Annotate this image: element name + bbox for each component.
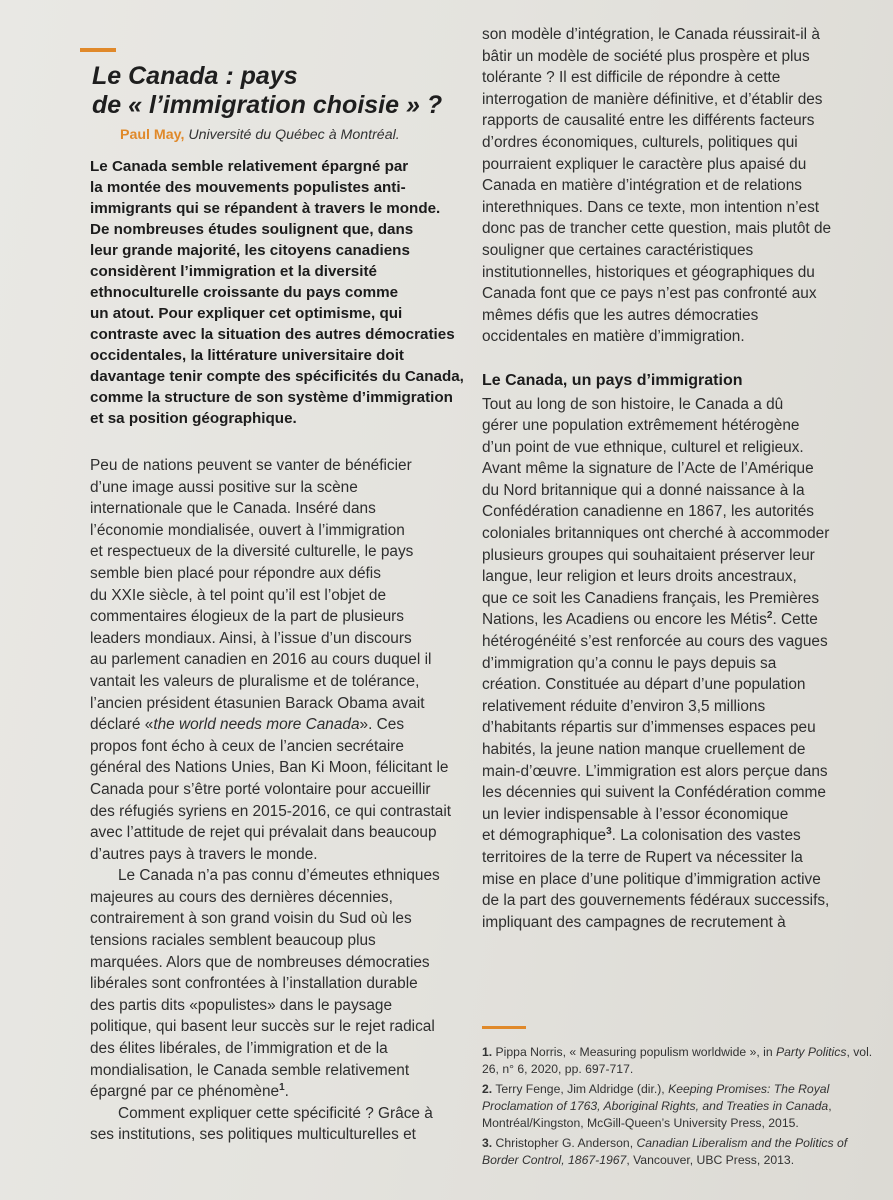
text-line: Confédération canadienne en 1867, les autorités — [482, 503, 814, 521]
text-line: Canada pour s’être porté volontaire pour accueillir — [90, 780, 431, 798]
footnotes — [482, 1044, 882, 1172]
text-line: au parlement canadien en 2016 au cours duquel il — [90, 651, 432, 669]
paragraph-2 — [90, 865, 460, 1103]
text-line: ses institutions, ses politiques multiculturelles et — [90, 1126, 416, 1144]
lead-line: Le Canada semble relativement épargné par — [90, 158, 409, 175]
text-line: des réfugiés syriens en 2015-2016, ce qui contrastait — [90, 802, 452, 820]
body-text-left — [90, 455, 460, 1146]
text-line: main-d’œuvre. L’immigration est alors perçue dans — [482, 762, 828, 780]
text-line: et respectueux de la diversité culturelle, le pays — [90, 543, 414, 561]
byline — [120, 126, 460, 144]
text-line: institutionnelles, historiques et géographiques du — [482, 263, 815, 281]
lead-line: leur grande majorité, les citoyens canadiens — [90, 242, 410, 259]
text-line: d’autres pays à travers le monde. — [90, 845, 318, 863]
section-heading: Le Canada, un pays d’immigration — [482, 371, 743, 389]
text-line: langue, leur religion et leurs droits ancestraux, — [482, 568, 797, 586]
text-line: d’un point de vue ethnique, culturel et religieux. — [482, 438, 804, 456]
paragraph-continued — [482, 24, 882, 348]
text-line: les décennies qui suivent la Confédération comme — [482, 784, 826, 802]
text-line: Canada en matière d’intégration et de relations — [482, 177, 802, 195]
lead-paragraph — [90, 156, 464, 429]
text-line: général des Nations Unies, Ban Ki Moon, félicitant le — [90, 759, 449, 777]
lead-line: occidentales, la littérature universitaire doit — [90, 347, 404, 364]
lead-line: ethnoculturelle croissante du pays comme — [90, 284, 399, 301]
text-line — [482, 609, 882, 631]
lead-line: De nombreuses études soulignent que, dans — [90, 221, 414, 238]
footnote-ref-3[interactable]: 3 — [606, 826, 612, 838]
text-line: l’économie mondialisée, ouvert à l’immigration — [90, 521, 405, 539]
lead-line: davantage tenir compte des spécificités du Canada, — [90, 368, 464, 385]
article-title — [92, 62, 460, 120]
text-line: d’une image aussi positive sur la scène — [90, 478, 358, 496]
text-line: marquées. Alors que de nombreuses démocraties — [90, 953, 430, 971]
lead-line: la montée des mouvements populistes anti- — [90, 179, 406, 196]
footnote-ref-1[interactable]: 1 — [279, 1082, 285, 1094]
text-line: d’habitants répartis sur d’immenses espaces peu — [482, 719, 816, 737]
text-line: pourraient expliquer le caractère plus apaisé du — [482, 155, 807, 173]
author-affiliation: Université du Québec à Montréal. — [184, 127, 400, 143]
text-line: gérer une population extrêmement hétérogène — [482, 417, 800, 435]
right-column — [482, 24, 882, 933]
text-line: propos font écho à ceux de l’ancien secrétaire — [90, 737, 404, 755]
footnote-title: Keeping Promises: The Royal Proclamation of 1763, Aboriginal Rights, and Treaties in Canada — [482, 1082, 830, 1113]
footnote-3 — [482, 1135, 882, 1169]
text-line: donc pas de trancher cette question, mais plutôt de — [482, 220, 832, 238]
body-text-right — [482, 24, 882, 933]
text-line: Avant même la signature de l’Acte de l’Amérique — [482, 460, 814, 478]
paragraph-1 — [90, 455, 460, 865]
text-line: des partis dits «populistes» dans le paysage — [90, 996, 393, 1014]
text-fragment: . — [284, 1083, 289, 1101]
lead-line: et sa position géographique. — [90, 410, 297, 427]
text-fragment: épargné par ce phénomène — [90, 1083, 280, 1101]
text-fragment: et démographique — [482, 827, 607, 845]
footnote-title: Party Politics — [776, 1045, 847, 1059]
text-line: majeures au cours des dernières décennies, — [90, 888, 393, 906]
text-line: internationale que le Canada. Inséré dans — [90, 500, 376, 518]
text-line: son modèle d’intégration, le Canada réussirait-il à — [482, 26, 820, 43]
text-line: l’ancien président étasunien Barack Obama avait — [90, 694, 425, 712]
footnote-text: Terry Fenge, Jim Aldridge (dir.), — [492, 1082, 669, 1096]
text-line: impliquant des campagnes de recrutement à — [482, 913, 786, 931]
text-line: Tout au long de son histoire, le Canada a dû — [482, 395, 784, 413]
footnote-text: , Vancouver, UBC Press, 2013. — [626, 1153, 795, 1167]
lead-line: un atout. Pour expliquer cet optimisme, qui — [90, 305, 403, 322]
text-line: d’ordres économiques, culturels, politiques qui — [482, 133, 798, 151]
text-line: territoires de la terre de Rupert va nécessiter la — [482, 848, 803, 866]
text-line: avec l’attitude de rejet qui prévalait dans beaucoup — [90, 824, 437, 842]
text-line: contrairement à son grand voisin du Sud où les — [90, 910, 412, 928]
text-line: du Nord britannique qui a donné naissance à la — [482, 481, 805, 499]
quote-prefix: déclaré « — [90, 716, 154, 734]
text-line: tensions raciales semblent beaucoup plus — [90, 932, 376, 950]
text-line: Comment expliquer cette spécificité ? Grâce à — [118, 1104, 433, 1122]
text-line: du XXIe siècle, à tel point qu’il est l’objet de — [90, 586, 387, 604]
text-line — [482, 825, 882, 847]
text-line: hétérogénéité s’est renforcée au cours des vagues — [482, 633, 828, 651]
text-line: libérales sont confrontées à l’installation durable — [90, 975, 418, 993]
footnote-ref-2[interactable]: 2 — [766, 610, 773, 622]
footnote-1 — [482, 1044, 882, 1078]
text-line: politique, qui basent leur succès sur le rejet radical — [90, 1018, 435, 1036]
footnote-title: Canadian Liberalism and the Politics of Border Control, 1867-1967 — [482, 1136, 848, 1167]
text-line: interethniques. Dans ce texte, mon intention n’est — [482, 198, 820, 216]
footnote-accent-rule — [482, 1026, 526, 1029]
text-fragment: Nations, les Acadiens ou encore les Métis — [482, 611, 767, 629]
title-line-1: Le Canada : pays — [92, 62, 298, 90]
text-line: de la part des gouvernements fédéraux successifs, — [482, 892, 830, 910]
quote-suffix: ». Ces — [359, 716, 405, 734]
text-line: que ce soit les Canadiens français, les Premières — [482, 589, 820, 607]
footnote-number: 3. — [482, 1136, 493, 1150]
text-line: d’immigration qu’a connu le pays depuis sa — [482, 654, 777, 672]
footnote-text: Pippa Norris, « Measuring populism worldwide », in — [492, 1045, 776, 1059]
text-line: relativement réduite d’environ 3,5 millions — [482, 697, 766, 715]
paragraph-immigration — [482, 394, 882, 934]
text-line: mise en place d’une politique d’immigration active — [482, 870, 821, 888]
text-line: tolérante ? Il est difficile de répondre à cette — [482, 69, 781, 87]
paragraph-3 — [90, 1103, 460, 1146]
text-line: plusieurs groupes qui souhaitaient préserver leur — [482, 546, 815, 564]
text-fragment: . La colonisation des vastes — [611, 827, 801, 845]
lead-line: comme la structure de son système d’immigration — [90, 389, 453, 406]
text-line: commentaires élogieux de la part de plusieurs — [90, 608, 404, 626]
text-line: un levier indispensable à l’essor économique — [482, 805, 789, 823]
text-line: mêmes défis que les autres démocraties — [482, 306, 759, 324]
footnote-number: 1. — [482, 1045, 493, 1059]
title-line-2: de « l’immigration choisie » ? — [92, 91, 443, 119]
text-line: souligner que certaines caractéristiques — [482, 241, 754, 259]
text-line: occidentales en matière d’immigration. — [482, 328, 745, 346]
text-line: vantait les valeurs de pluralisme et de tolérance, — [90, 672, 420, 690]
footnote-text: , vol. 26, n° 6, 2020, pp. 697-717. — [482, 1045, 873, 1076]
text-line: leaders mondiaux. Ainsi, à l’issue d’un discours — [90, 629, 412, 647]
text-line: semble bien placé pour répondre aux défis — [90, 564, 381, 582]
footnote-2 — [482, 1081, 882, 1132]
obama-quote: the world needs more Canada — [153, 716, 360, 734]
text-line: mondialisation, le Canada semble relativement — [90, 1061, 410, 1079]
text-line: Canada font que ce pays n’est pas confronté aux — [482, 285, 817, 303]
text-line: bâtir un modèle de société plus prospère et plus — [482, 47, 810, 65]
footnote-text: , Montréal/Kingston, McGill-Queen’s University Press, 2015. — [482, 1099, 832, 1130]
text-line: Peu de nations peuvent se vanter de bénéficier — [90, 457, 412, 474]
lead-line: contraste avec la situation des autres démocraties — [90, 326, 455, 343]
text-line: interrogation de manière définitive, et d’établir des — [482, 90, 823, 108]
text-line: coloniales britanniques ont cherché à accommoder — [482, 525, 830, 543]
lead-line: immigrants qui se répandent à travers le monde. — [90, 200, 441, 217]
text-line: rapports de causalité entre les différents facteurs — [482, 112, 815, 130]
text-line: création. Constituée au départ d’une population — [482, 676, 806, 694]
lead-line: considèrent l’immigration et la diversité — [90, 263, 377, 280]
left-column — [80, 40, 464, 1146]
footnote-number: 2. — [482, 1082, 493, 1096]
text-line — [90, 1081, 460, 1103]
text-line: Le Canada n’a pas connu d’émeutes ethniques — [118, 867, 440, 885]
text-line: habités, la jeune nation manque cruellement de — [482, 741, 806, 758]
text-fragment: . Cette — [772, 611, 818, 629]
text-line — [90, 714, 460, 736]
footnote-text: Christopher G. Anderson, — [492, 1136, 637, 1150]
text-line: des élites libérales, de l’immigration et de la — [90, 1040, 388, 1058]
author-name: Paul May, — [120, 127, 185, 143]
